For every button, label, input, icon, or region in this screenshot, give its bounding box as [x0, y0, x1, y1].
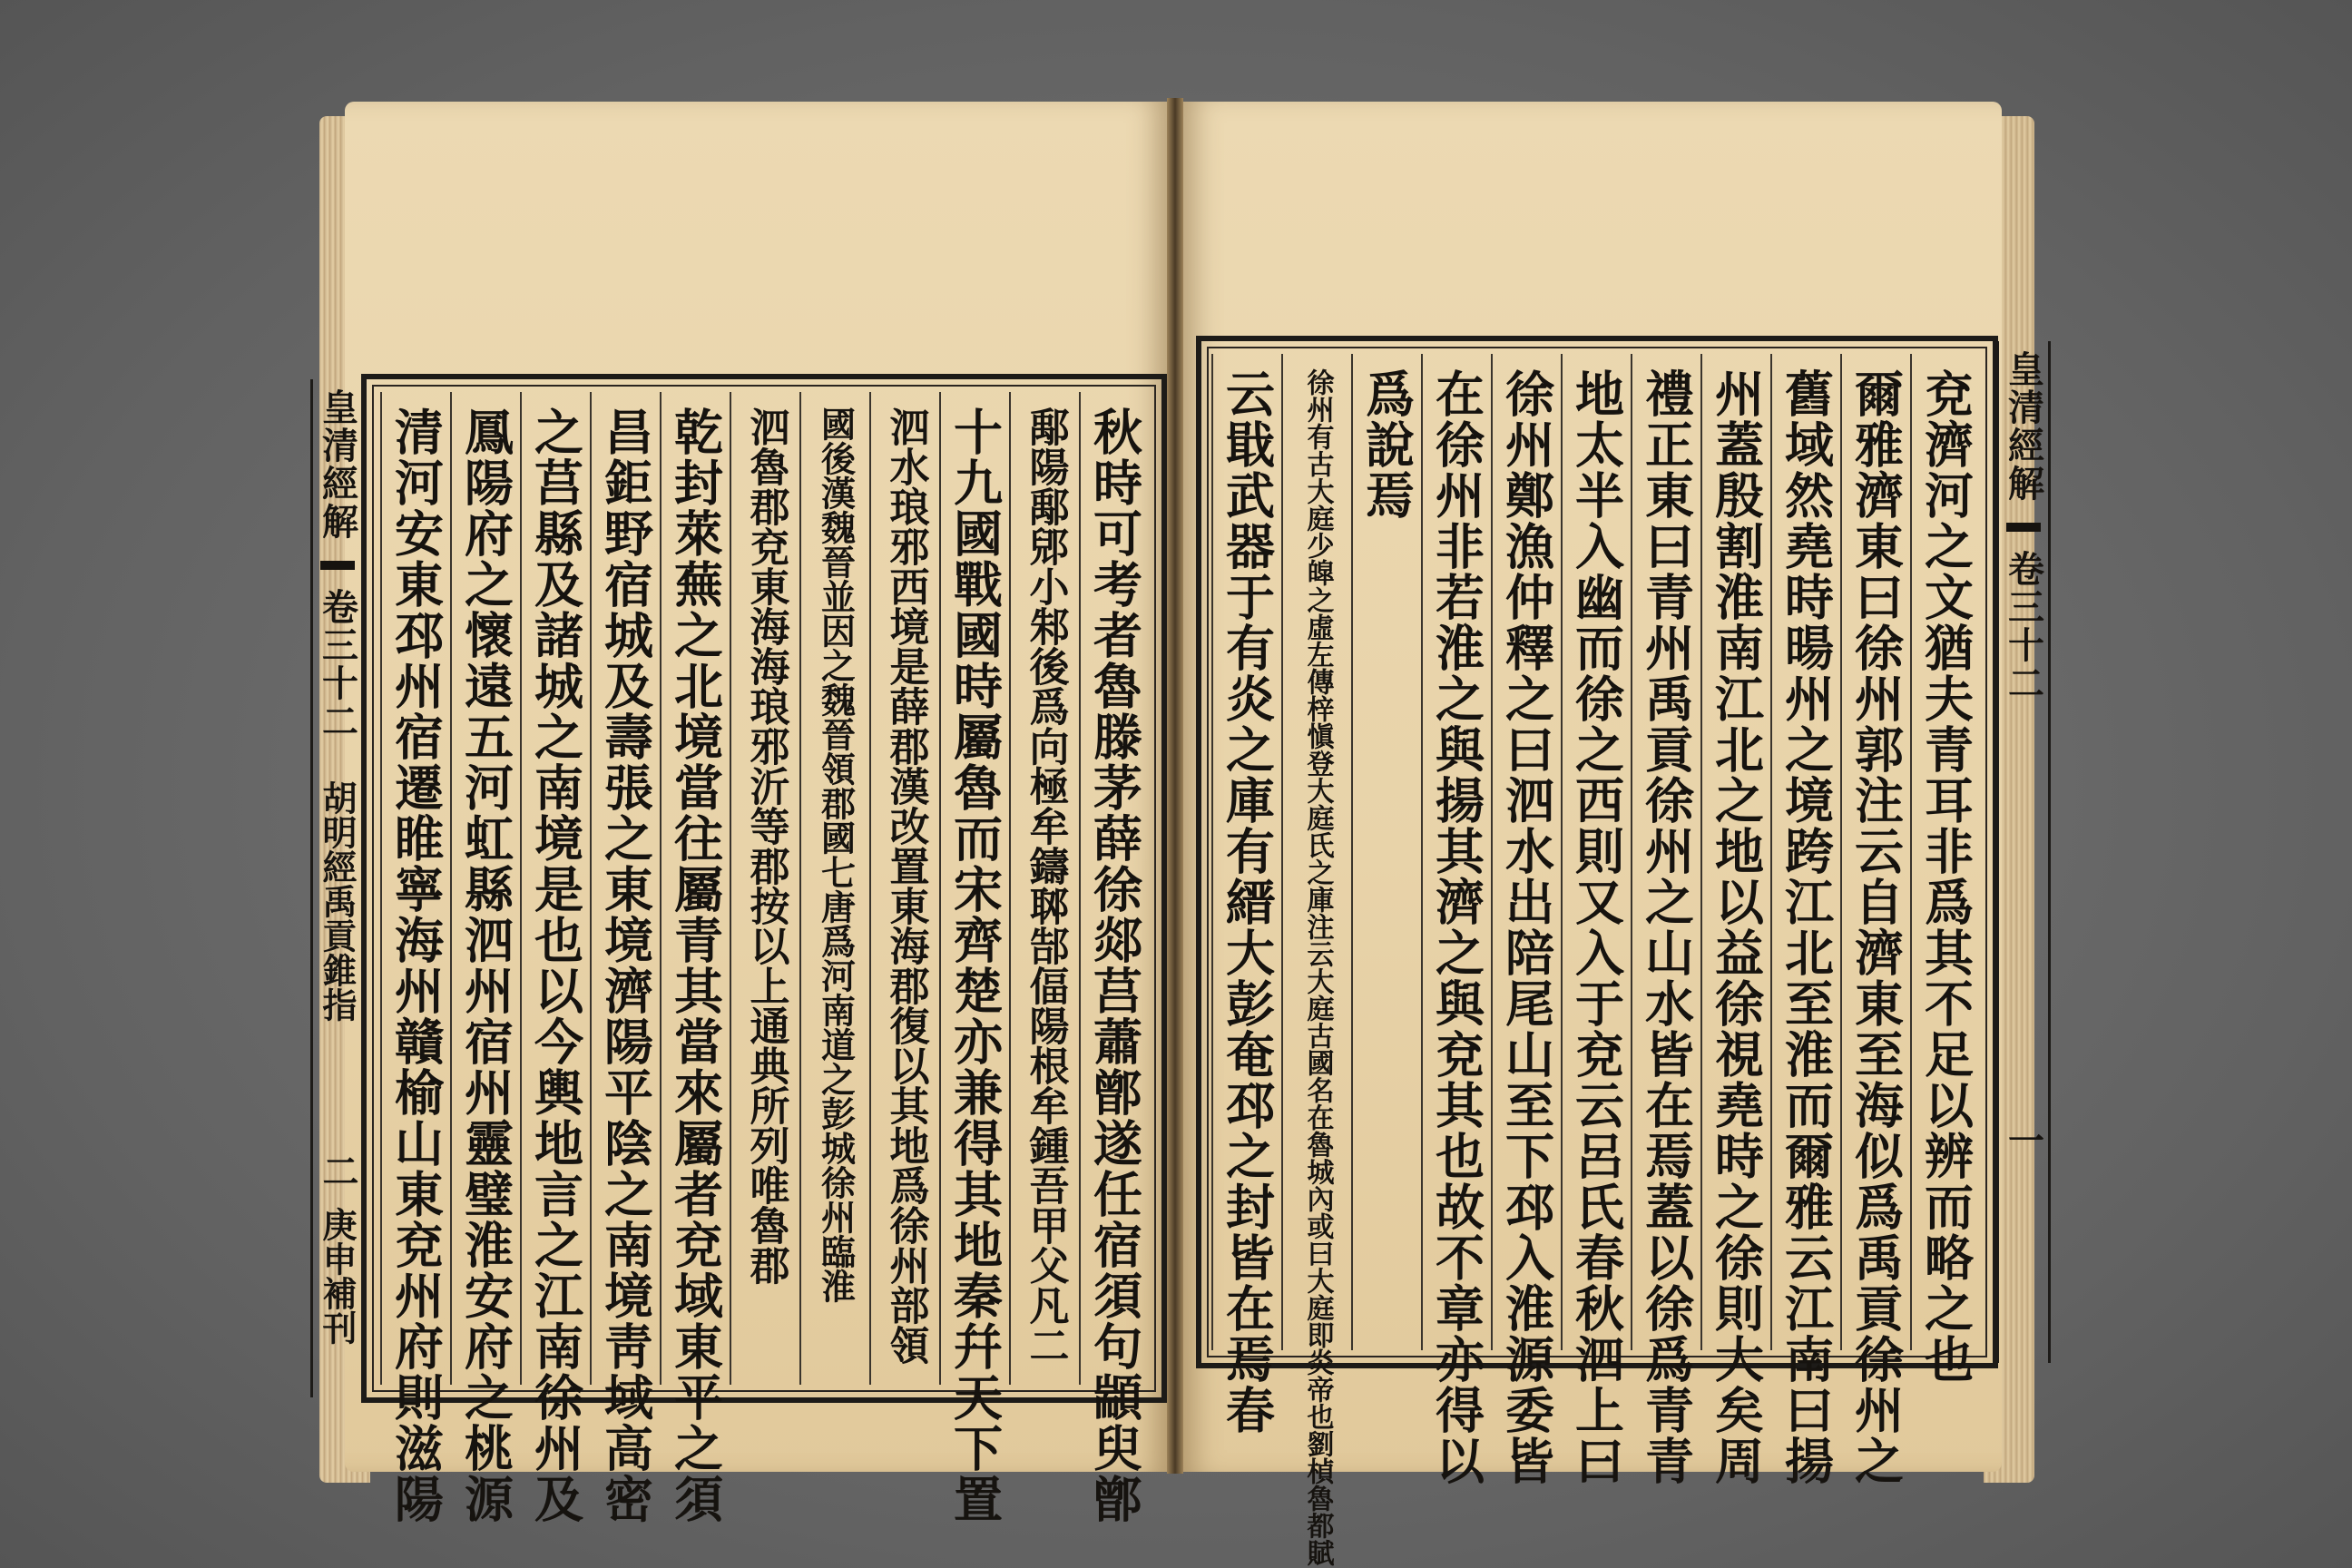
text-column: 在徐州非若淮之與揚其濟之與兗其也故不章亦得以 — [1421, 354, 1491, 1350]
text-column: 乾封萊蕪之北境當往屬青其當來屬者兗域東平之須 — [660, 392, 730, 1385]
fish-tail-mark — [320, 561, 355, 570]
text-column: 州蓋殷割淮南江北之地以益徐視堯時之徐則大矣周 — [1700, 354, 1770, 1350]
left-banxin-page: 二 — [317, 1152, 359, 1189]
text-column: 清河安東邳州宿遷睢寧海州贛榆山東兗州府則滋陽 — [380, 392, 450, 1385]
text-column: 爲說焉 — [1351, 354, 1421, 1350]
text-column: 昌鉅野宿城及壽張之東境濟陽平陰之南境靑域高密 — [590, 392, 660, 1385]
left-banxin-lower — [307, 780, 359, 1397]
text-column: 泗水琅邪西境是薛郡漢改置東海郡復以其地爲徐州部領 — [869, 392, 939, 1385]
text-column: 鳳陽府之懷遠五河虹縣泗州宿州靈璧淮安府之桃源 — [450, 392, 520, 1385]
text-column: 舊域然堯時暘州之境跨江北至淮而爾雅云江南曰揚 — [1770, 354, 1840, 1350]
text-column: 云戢武器于有炎之庫有縉大彭奄邳之封皆在焉春 — [1211, 354, 1281, 1350]
right-page-frame — [1196, 336, 2045, 1566]
right-banxin — [1996, 341, 2051, 1363]
right-text-columns — [1214, 354, 1980, 1566]
text-column: 國後漢魏晉並因之魏晉領郡國七唐爲河南道之彭城徐州臨淮 — [799, 392, 869, 1385]
text-column: 禮正東曰青州禹貢徐州之山水皆在焉蓋以徐爲青青 — [1631, 354, 1700, 1350]
right-banxin-title: 皇清經解 — [2002, 350, 2045, 503]
bleed-through-mark — [472, 136, 532, 178]
right-banxin-page: 一 — [2002, 1122, 2045, 1160]
text-column: 鄅陽鄅郳小邾後爲向極牟鑄郰郜偪陽根牟鍾吾甲父凡二 — [1009, 392, 1079, 1385]
text-column: 之莒縣及諸城之南境是也以今輿地言之江南徐州及 — [520, 392, 590, 1385]
left-banxin-note: 庚申補刊 — [317, 1207, 358, 1345]
left-banxin-juan: 卷三十二 — [316, 588, 359, 740]
right-banxin-juan: 卷三十二 — [2002, 550, 2045, 702]
text-column: 十九國戰國時屬魯而宋齊楚亦兼得其地秦幷天下置 — [939, 392, 1009, 1385]
text-column: 地太半入幽而徐之西則又入于兗云呂氏春秋泗上曰 — [1561, 354, 1631, 1350]
left-banxin-book: 胡明經禹貢錐指 — [317, 780, 358, 1022]
text-column: 兗濟河之文猶夫青耳非爲其不足以辨而略之也 — [1910, 354, 1980, 1350]
text-column: 徐州有古大庭少皡之虛左傳梓愼登大庭氏之庫注云大庭古國名在魯城內或曰大庭即炎帝也劉楨魯都賦 — [1281, 354, 1351, 1350]
text-column: 徐州鄭漁仲釋之曰泗水出陪尾山至下邳入淮源委皆 — [1491, 354, 1561, 1350]
left-banxin-title: 皇清經解 — [316, 388, 359, 541]
text-column: 泗魯郡兗東海海琅邪沂等郡按以上通典所列唯魯郡 — [730, 392, 799, 1385]
text-column: 秋時可考者魯滕茅薛徐郯莒蕭鄫遂任宿須句顓臾鄫 — [1079, 392, 1149, 1385]
text-column: 爾雅濟東曰徐州郭注云自濟東至海似爲禹貢徐州之 — [1840, 354, 1910, 1350]
book-gutter — [1167, 98, 1183, 1474]
fish-tail-mark — [2006, 523, 2041, 532]
left-text-columns — [379, 392, 1149, 1524]
